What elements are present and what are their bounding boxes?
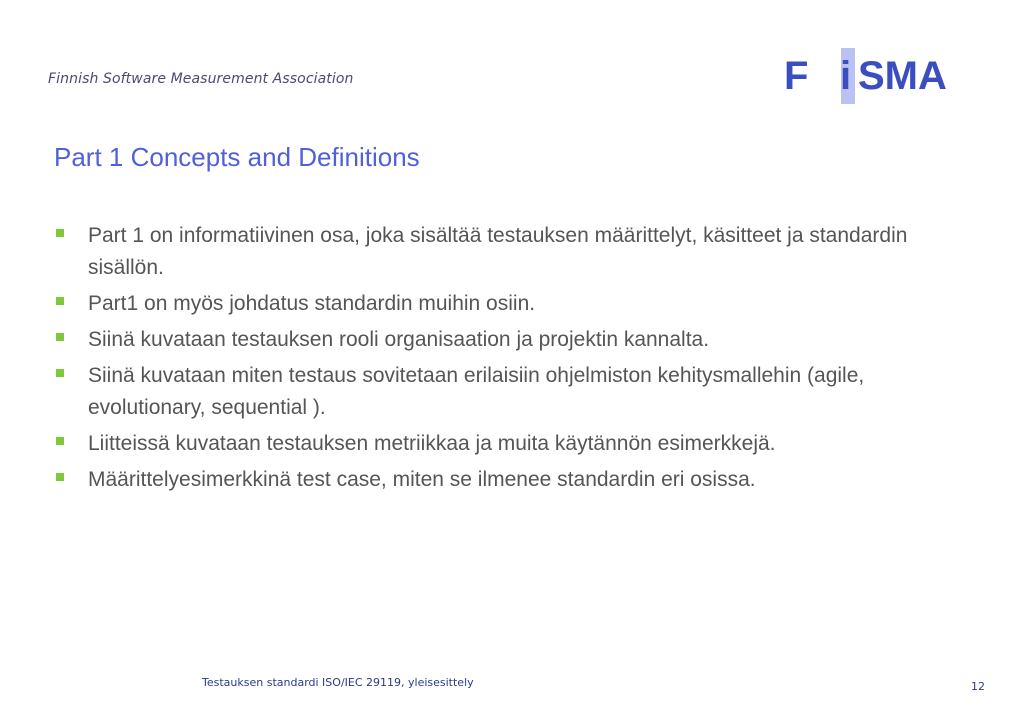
footer-text: Testauksen standardi ISO/IEC 29119, yleisesittely [202, 676, 474, 689]
logo-letter-f: F [784, 54, 809, 98]
square-bullet-icon [56, 473, 64, 481]
bullet-item [56, 360, 936, 424]
bullet-text: Siinä kuvataan testauksen rooli organisaation ja projektin kannalta. [88, 328, 710, 351]
square-bullet-icon [56, 333, 64, 341]
bullet-item [56, 288, 936, 320]
bullet-text: Liitteissä kuvataan testauksen metriikkaa ja muita käytännön esimerkkejä. [88, 432, 776, 455]
bullet-text: Part1 on myös johdatus standardin muihin osiin. [88, 292, 536, 315]
logo-letter-i: i [840, 54, 852, 98]
bullet-item [56, 220, 936, 284]
square-bullet-icon [56, 229, 64, 237]
bullet-item [56, 324, 936, 356]
bullet-item [56, 464, 936, 496]
bullet-text: Siinä kuvataan miten testaus sovitetaan erilaisiin ohjelmiston kehitysmallehin (agile, evolutionary, sequential ). [88, 364, 865, 419]
bullet-text: Part 1 on informatiivinen osa, joka sisältää testauksen määrittelyt, käsitteet ja standardin sisällön. [88, 224, 908, 279]
bullet-list [56, 220, 936, 500]
fisma-logo [784, 48, 984, 104]
slide-title: Part 1 Concepts and Definitions [54, 142, 420, 172]
organization-name: Finnish Software Measurement Association [48, 71, 354, 87]
logo-letters-sma: SMA [858, 54, 947, 98]
bullet-text: Määrittelyesimerkkinä test case, miten se ilmenee standardin eri osissa. [88, 468, 756, 491]
bullet-item [56, 428, 936, 460]
square-bullet-icon [56, 437, 64, 445]
square-bullet-icon [56, 369, 64, 377]
page-number: 12 [971, 680, 985, 693]
square-bullet-icon [56, 297, 64, 305]
